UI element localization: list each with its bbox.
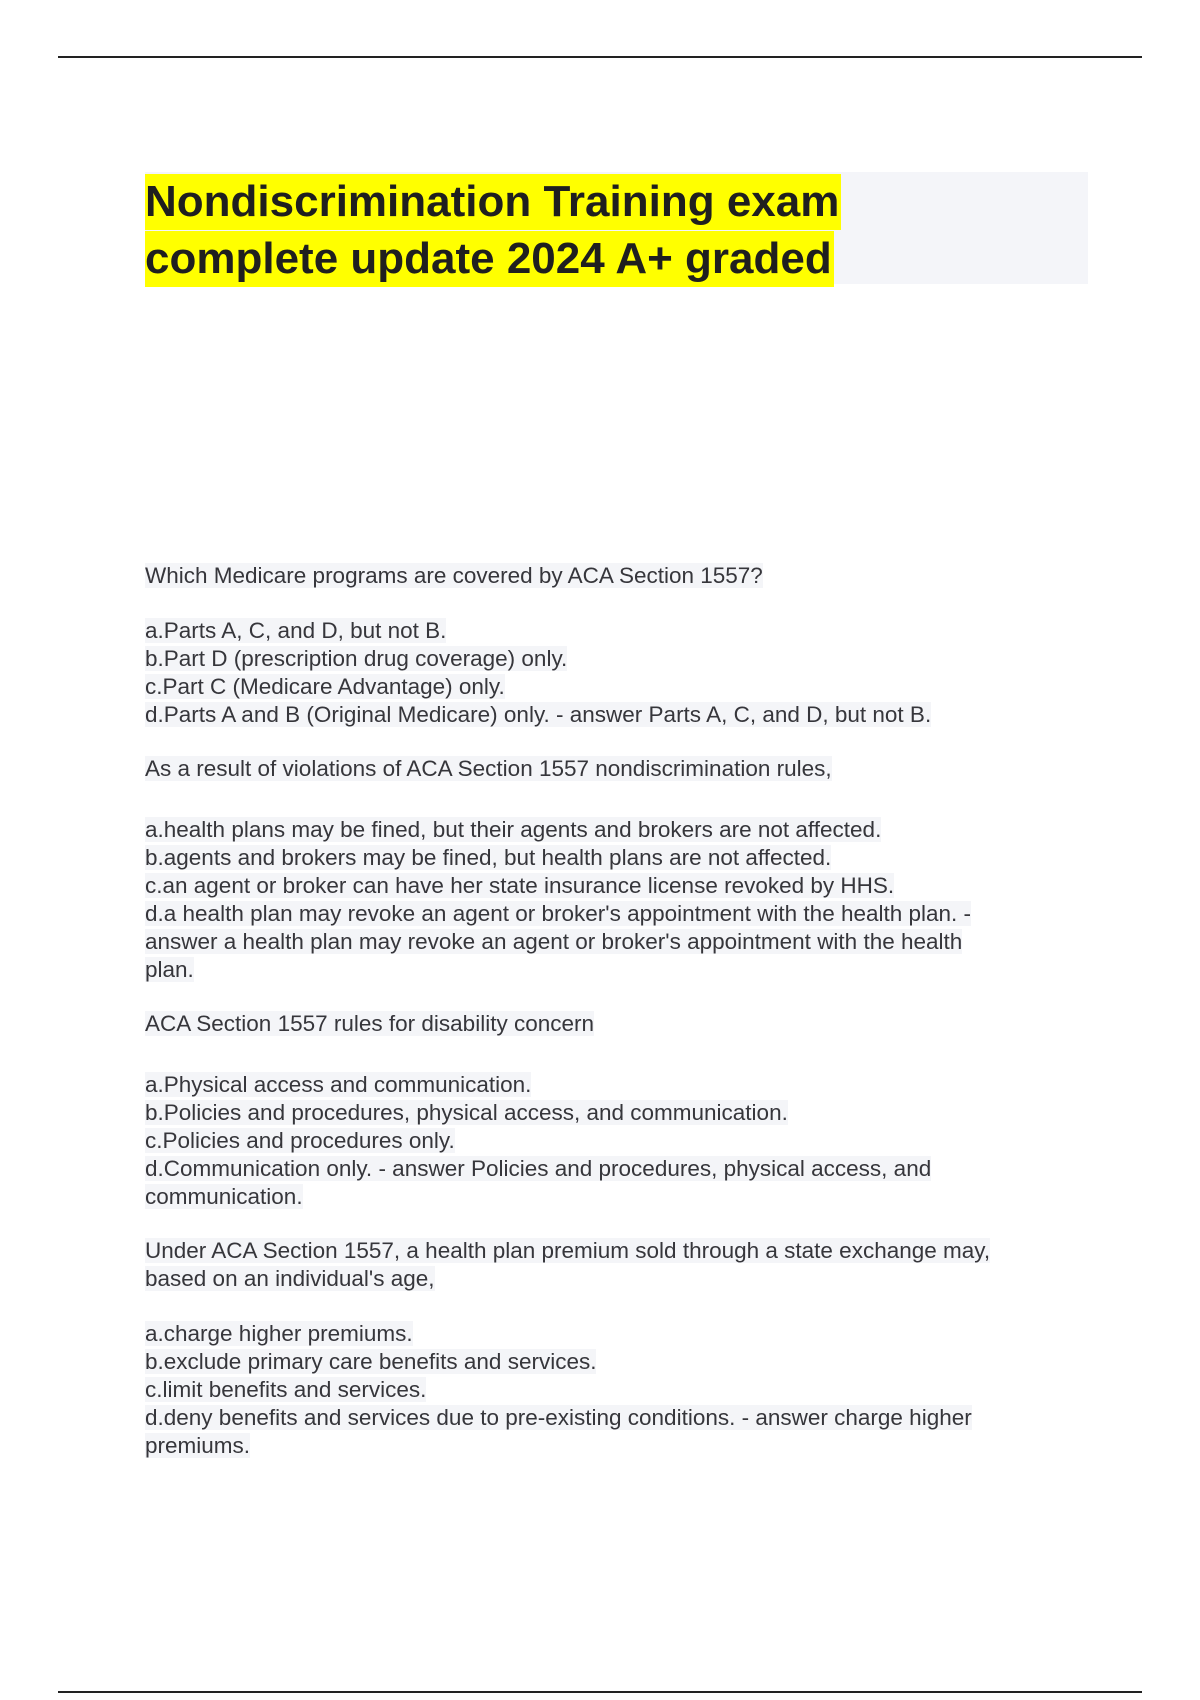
question-3-options: [145, 1071, 1075, 1211]
option-answer-line: d.deny benefits and services due to pre-existing conditions. - answer charge higher: [145, 1405, 972, 1430]
option-answer-line: premiums.: [145, 1433, 251, 1458]
option-line: b.agents and brokers may be fined, but health plans are not affected.: [145, 845, 832, 870]
top-rule: [58, 56, 1142, 58]
question-1: [145, 562, 1075, 590]
option-line: b.Part D (prescription drug coverage) only.: [145, 646, 568, 671]
option-answer-line: d.a health plan may revoke an agent or broker's appointment with the health plan. -: [145, 901, 972, 926]
option-line: a.Parts A, C, and D, but not B.: [145, 618, 447, 643]
question-2: [145, 755, 1075, 783]
question-2-options: [145, 816, 1075, 984]
option-line: c.Policies and procedures only.: [145, 1128, 455, 1153]
question-4-options: [145, 1320, 1075, 1460]
document-title-line-1: Nondiscrimination Training exam: [145, 174, 841, 230]
question-4: [145, 1237, 1075, 1293]
option-answer-line: answer a health plan may revoke an agent or broker's appointment with the health: [145, 929, 963, 954]
exam-content: [145, 562, 1075, 1460]
document-title-line-2: complete update 2024 A+ graded: [145, 231, 834, 287]
question-1-prompt: Which Medicare programs are covered by ACA Section 1557?: [145, 563, 763, 588]
option-line: b.exclude primary care benefits and services.: [145, 1349, 597, 1374]
question-3: [145, 1010, 1075, 1038]
option-line: a.Physical access and communication.: [145, 1072, 532, 1097]
option-line: c.limit benefits and services.: [145, 1377, 427, 1402]
question-3-prompt: ACA Section 1557 rules for disability concern: [145, 1011, 594, 1036]
option-line: c.an agent or broker can have her state insurance license revoked by HHS.: [145, 873, 895, 898]
question-2-prompt: As a result of violations of ACA Section 1557 nondiscrimination rules,: [145, 756, 832, 781]
option-answer-line: d.Parts A and B (Original Medicare) only. - answer Parts A, C, and D, but not B.: [145, 702, 932, 727]
option-answer-line: communication.: [145, 1184, 303, 1209]
question-4-prompt-line-1: Under ACA Section 1557, a health plan premium sold through a state exchange may,: [145, 1238, 991, 1263]
option-answer-line: plan.: [145, 957, 194, 982]
bottom-rule: [58, 1691, 1142, 1693]
option-line: a.health plans may be fined, but their agents and brokers are not affected.: [145, 817, 882, 842]
option-answer-line: d.Communication only. - answer Policies and procedures, physical access, and: [145, 1156, 932, 1181]
option-line: a.charge higher premiums.: [145, 1321, 413, 1346]
option-line: b.Policies and procedures, physical access, and communication.: [145, 1100, 788, 1125]
question-1-options: [145, 617, 1075, 729]
question-4-prompt-line-2: based on an individual's age,: [145, 1266, 435, 1291]
option-line: c.Part C (Medicare Advantage) only.: [145, 674, 505, 699]
